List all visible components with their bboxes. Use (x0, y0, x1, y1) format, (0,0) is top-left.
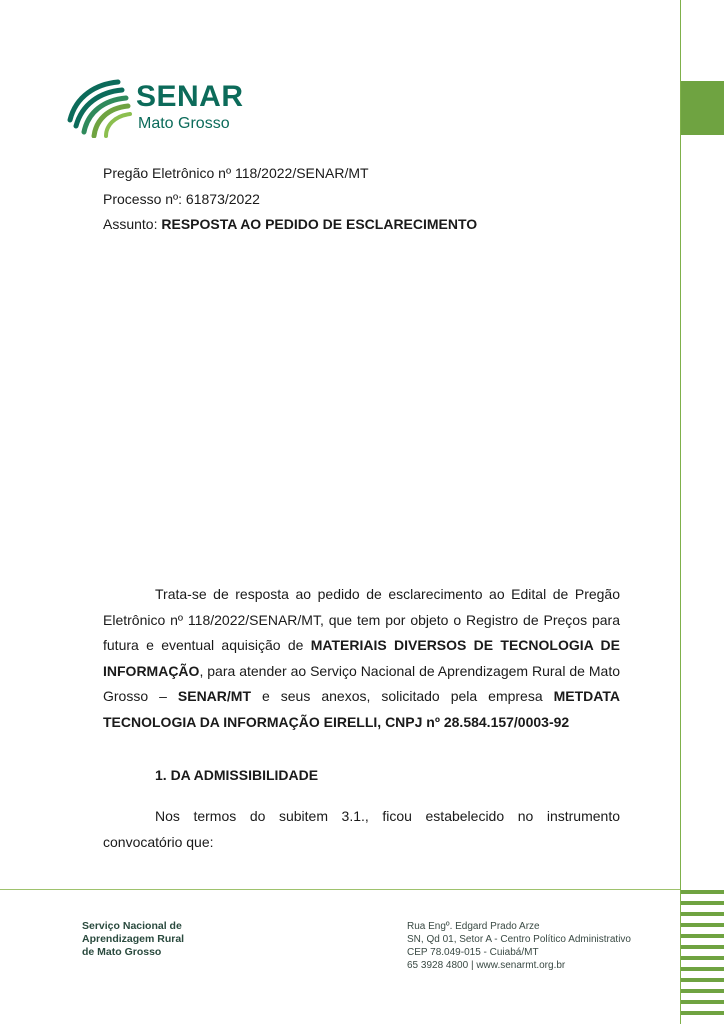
intro-paragraph (103, 582, 620, 735)
side-rule (680, 0, 681, 1024)
assunto-value: RESPOSTA AO PEDIDO DE ESCLARECIMENTO (161, 216, 478, 232)
p1-text-a: Trata-se de resposta ao pedido de esclarecimento ao Edital de Pregão Eletrônico nº 118/2022/SENAR/MT, que tem por objeto o Registro de Preços para futura e eventual aquisição de (103, 586, 620, 653)
p1-entity: SENAR/MT (177, 688, 252, 704)
assunto-line (103, 212, 477, 238)
logo-subtitle: Mato Grosso (138, 115, 230, 132)
p1-object: MATERIAIS DIVERSOS DE TECNOLOGIA DE INFORMAÇÃO (103, 637, 620, 679)
address-line: SN, Qd 01, Setor A - Centro Político Administrativo (407, 934, 631, 945)
footer-divider (0, 889, 680, 890)
p2-text: Nos termos do subitem 3.1., ficou estabelecido no instrumento convocatório que: (103, 808, 620, 850)
contact-line: 65 3928 4800 | www.senarmt.org.br (407, 960, 566, 971)
org-line: Serviço Nacional de (82, 920, 182, 932)
address-line: Rua Engº. Edgard Prado Arze (407, 921, 540, 932)
document-header (103, 161, 477, 238)
p1-company: METDATA TECNOLOGIA DA INFORMAÇÃO EIRELLI, CNPJ nº 28.584.157/0003-92 (103, 688, 620, 730)
side-accent-stripes (681, 890, 724, 1022)
senar-logo (66, 76, 256, 140)
footer-organization (82, 920, 184, 959)
footer-address (407, 920, 631, 972)
senar-leaf-icon (66, 76, 132, 138)
p1-text-e: e seus anexos, solicitado pela empresa (251, 688, 554, 704)
logo-name: SENAR (136, 80, 244, 113)
org-line: de Mato Grosso (82, 946, 162, 958)
section-title: 1. DA ADMISSIBILIDADE (155, 767, 319, 783)
org-line: Aprendizagem Rural (82, 933, 185, 945)
pregao-line: Pregão Eletrônico nº 118/2022/SENAR/MT (103, 165, 369, 181)
p1-text-c: , para atender ao Serviço Nacional de Aprendizagem Rural de Mato Grosso – (103, 662, 620, 704)
assunto-label: Assunto: (103, 216, 162, 232)
admissibility-paragraph (103, 804, 620, 855)
processo-line: Processo nº: 61873/2022 (103, 190, 260, 207)
side-accent-block (681, 81, 724, 135)
address-line: CEP 78.049-015 - Cuiabá/MT (407, 947, 539, 958)
